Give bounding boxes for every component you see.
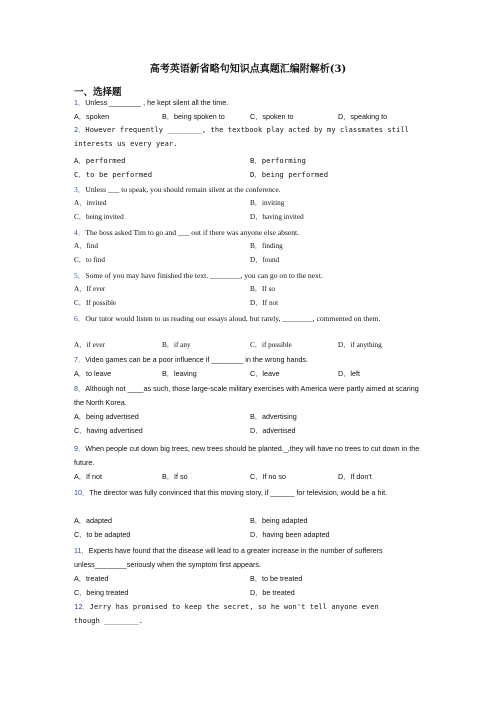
option-b[interactable]: B．advertising xyxy=(250,412,297,421)
options-1 xyxy=(74,110,426,124)
option-d[interactable]: D．be treated xyxy=(250,588,295,597)
option-d[interactable]: D．having invited xyxy=(250,213,304,221)
options-3 xyxy=(74,197,426,225)
option-c[interactable]: C．to be adapted xyxy=(74,530,131,539)
option-b[interactable]: B．performing xyxy=(250,156,306,165)
option-b[interactable]: B．being spoken to xyxy=(162,112,225,121)
option-d[interactable]: D．advertised xyxy=(250,426,296,435)
options-9 xyxy=(74,470,426,484)
question-text: When people cut down big trees, new trees should be planted._,they will have no trees to cut down in the future. xyxy=(74,444,420,467)
question-text: Although not ____as such, those large-scale military exercises with America were partly aimed at scaring the North Korea. xyxy=(74,384,419,407)
option-c[interactable]: C．to find xyxy=(74,256,105,264)
question-4 xyxy=(74,226,426,240)
option-a[interactable]: A．if ever xyxy=(74,341,105,349)
question-number: 12． xyxy=(74,603,90,611)
question-text: Unless ___ to speak, you should remain silent at the conference. xyxy=(85,185,281,194)
question-9 xyxy=(74,442,426,469)
question-7 xyxy=(74,353,426,367)
question-number: 1． xyxy=(74,98,86,107)
option-a[interactable]: A．being advertised xyxy=(74,412,139,421)
option-b[interactable]: B．inviting xyxy=(250,199,285,207)
option-b[interactable]: B．leaving xyxy=(162,369,197,378)
option-b[interactable]: B．to be treated xyxy=(250,574,303,583)
question-number: 5． xyxy=(74,271,86,280)
option-a[interactable]: A．performed xyxy=(74,156,126,165)
question-number: 4． xyxy=(74,228,86,237)
question-number: 10． xyxy=(74,488,90,497)
option-a[interactable]: A．If not xyxy=(74,472,102,481)
option-a[interactable]: A．If ever xyxy=(74,285,106,293)
question-text: The boss asked Tim to go and ___ out if there was anyone else absent. xyxy=(85,228,300,237)
option-d[interactable]: D．found xyxy=(250,256,280,264)
option-d[interactable]: D．If not xyxy=(250,299,279,307)
option-c[interactable]: C．leave xyxy=(250,369,280,378)
option-c[interactable]: C．being treated xyxy=(74,588,129,597)
question-number: 3． xyxy=(74,185,86,194)
question-6 xyxy=(74,312,426,326)
question-11 xyxy=(74,544,426,571)
option-a[interactable]: A．find xyxy=(74,242,98,250)
option-a[interactable]: A．invited xyxy=(74,199,107,207)
question-text: Our tutor would listen to us reading our essays aloud, but rarely, ________, commented on them. xyxy=(85,314,381,323)
question-number: 7． xyxy=(74,355,86,364)
question-5 xyxy=(74,269,426,283)
question-3 xyxy=(74,183,426,197)
option-d[interactable]: D．being performed xyxy=(250,170,329,179)
options-11 xyxy=(74,572,426,600)
question-text: However frequently ________, the textbook play acted by my classmates still interests us every year. xyxy=(74,126,409,148)
question-text: Video games can be a poor influence if ________ in the wrong hands. xyxy=(85,355,309,364)
question-1 xyxy=(74,96,426,110)
option-b[interactable]: B．finding xyxy=(250,242,283,250)
question-number: 8． xyxy=(74,384,86,393)
option-a[interactable]: A．to leave xyxy=(74,369,112,378)
options-8 xyxy=(74,410,426,438)
option-a[interactable]: A．treated xyxy=(74,574,109,583)
question-10 xyxy=(74,486,426,500)
options-2 xyxy=(74,154,426,182)
option-d[interactable]: D．having been adapted xyxy=(250,530,330,539)
option-a[interactable]: A．spoken xyxy=(74,112,110,121)
option-d[interactable]: D．If don't xyxy=(338,472,372,481)
question-text: Jerry has promised to keep the secret, so he won't tell anyone even though ________. xyxy=(74,603,379,625)
option-c[interactable]: C．having advertised xyxy=(74,426,143,435)
option-b[interactable]: B．if any xyxy=(162,341,191,349)
options-10 xyxy=(74,514,426,542)
options-4 xyxy=(74,240,426,268)
option-c[interactable]: C．If possible xyxy=(74,299,117,307)
option-c[interactable]: C．spoken to xyxy=(250,112,294,121)
option-a[interactable]: A．adapted xyxy=(74,516,112,525)
option-c[interactable]: C．if possible xyxy=(250,341,292,349)
question-2 xyxy=(74,124,426,151)
option-c[interactable]: C．being invited xyxy=(74,213,124,221)
option-b[interactable]: B．If so xyxy=(250,285,275,293)
question-text: Experts have found that the disease will lead to a greater increase in the number of sufferers unless________seriously when the symptom first appears. xyxy=(74,546,383,569)
options-6 xyxy=(74,339,426,353)
document-title: 高考英语新省略句知识点真题汇编附解析(3) xyxy=(149,64,347,75)
question-number: 6． xyxy=(74,314,86,323)
option-c[interactable]: C．to be performed xyxy=(74,170,153,179)
question-text: Unless ________ , he kept silent all the time. xyxy=(85,98,229,107)
section-heading: 一、选择题 xyxy=(74,87,122,98)
option-d[interactable]: D．if anything xyxy=(338,341,382,349)
question-number: 2． xyxy=(74,126,86,134)
options-5 xyxy=(74,283,426,311)
question-8 xyxy=(74,382,426,409)
option-c[interactable]: C．If no so xyxy=(250,472,286,481)
question-12 xyxy=(74,601,394,628)
question-number: 11． xyxy=(74,546,89,555)
question-text: Some of you may have finished the text. ________, you can go on to the next. xyxy=(85,271,323,280)
question-text: The director was fully convinced that this moving story, if ______ for television, would be a hit. xyxy=(89,488,388,497)
question-number: 9． xyxy=(74,444,86,453)
option-d[interactable]: D．speaking to xyxy=(338,112,388,121)
option-b[interactable]: B．being adapted xyxy=(250,516,308,525)
option-d[interactable]: D．left xyxy=(338,369,360,378)
option-b[interactable]: B．If so xyxy=(162,472,188,481)
options-7 xyxy=(74,367,426,381)
